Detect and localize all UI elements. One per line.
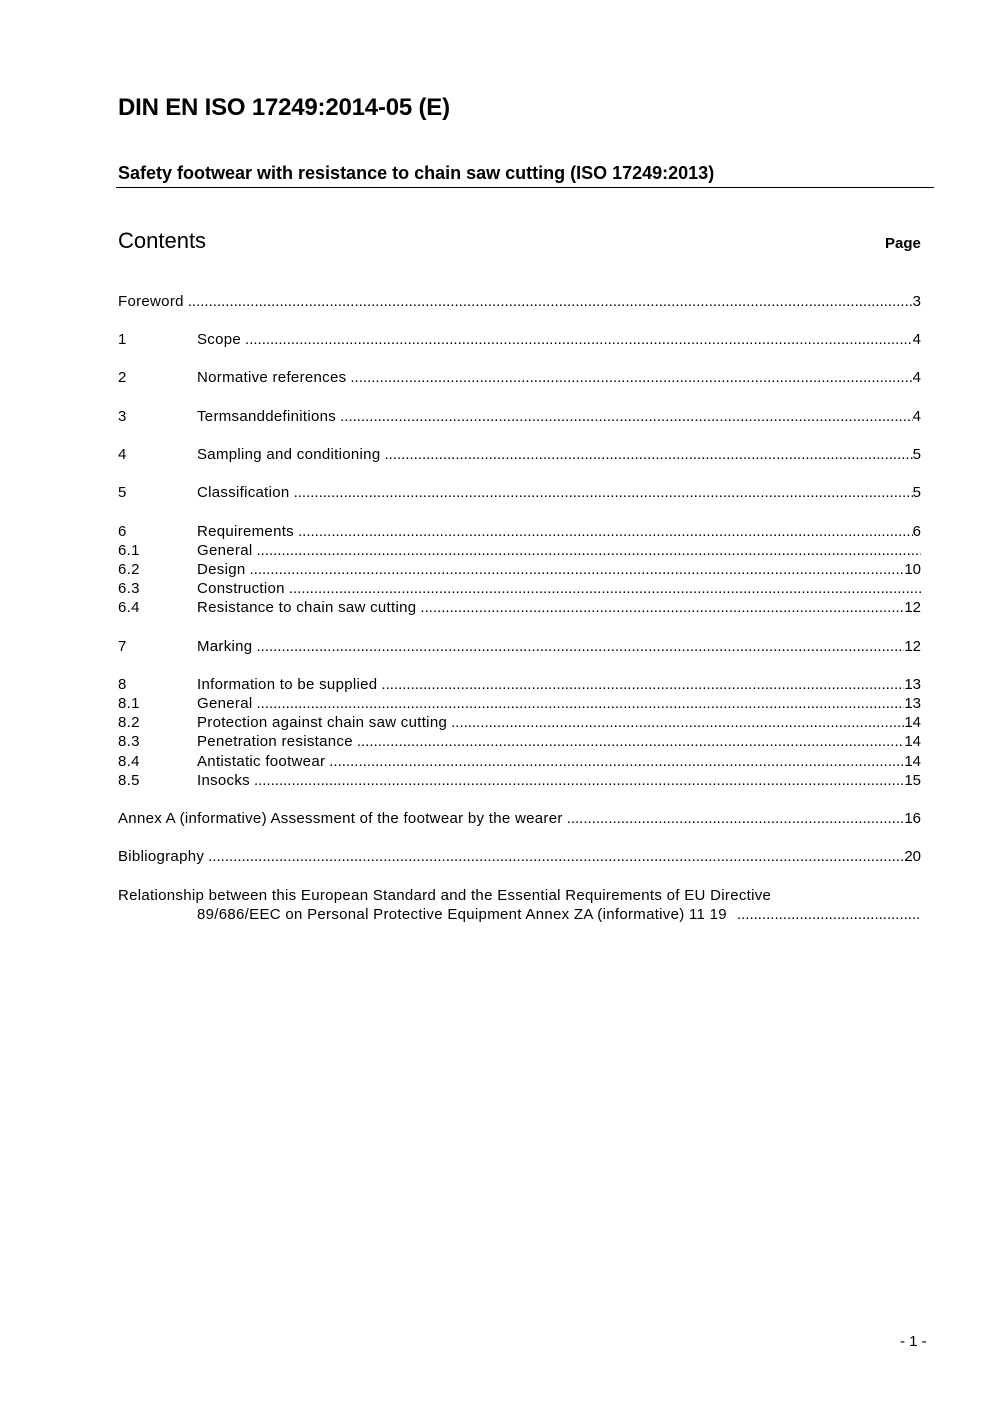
toc-entry-page: 10 bbox=[904, 561, 921, 578]
document-title: DIN EN ISO 17249:2014-05 (E) bbox=[118, 94, 450, 121]
toc-entry[interactable] bbox=[118, 695, 921, 714]
toc-entry-page: 4 bbox=[912, 369, 921, 386]
toc-leader-dots bbox=[256, 638, 904, 655]
toc-entry-label: Sampling and conditioning bbox=[197, 446, 381, 463]
toc-entry-number: 8.5 bbox=[118, 772, 140, 789]
toc-entry-page: 16 bbox=[904, 810, 921, 827]
toc-leader-dots bbox=[737, 906, 921, 923]
relationship-line-1: Relationship between this European Standard and the Essential Requirements of EU Directive bbox=[118, 887, 772, 904]
toc-entry-label: Resistance to chain saw cutting bbox=[197, 599, 417, 616]
toc-entry-number: 5 bbox=[118, 484, 127, 501]
toc-entry[interactable] bbox=[118, 561, 921, 580]
toc-entry-label: Penetration resistance bbox=[197, 733, 353, 750]
toc-entry-label: Design bbox=[197, 561, 246, 578]
toc-entry-number: 8.4 bbox=[118, 753, 140, 770]
toc-entry-number: 3 bbox=[118, 408, 127, 425]
toc-entry-page: 13 bbox=[904, 676, 921, 693]
toc-entry-number: 6.3 bbox=[118, 580, 140, 597]
toc-leader-dots bbox=[420, 599, 904, 616]
toc-entry-number: 2 bbox=[118, 369, 127, 386]
toc-entry-number: 8.2 bbox=[118, 714, 140, 731]
toc-entry-page: 15 bbox=[904, 772, 921, 789]
contents-heading: Contents bbox=[118, 228, 207, 253]
toc-entry-label: General bbox=[197, 542, 253, 559]
toc-entry[interactable] bbox=[118, 810, 921, 829]
relationship-line-2 bbox=[197, 906, 921, 923]
toc-entry-number: 1 bbox=[118, 331, 127, 348]
toc-leader-dots bbox=[256, 695, 904, 712]
toc-entry-number: 7 bbox=[118, 638, 127, 655]
toc-entry[interactable] bbox=[118, 676, 921, 695]
toc-entry-page: 12 bbox=[904, 638, 921, 655]
toc-leader-dots bbox=[329, 753, 904, 770]
toc-entry-page: 12 bbox=[904, 599, 921, 616]
toc-entry-label: Marking bbox=[197, 638, 253, 655]
toc-leader-dots bbox=[298, 523, 913, 540]
toc-entry[interactable] bbox=[118, 638, 921, 657]
toc-leader-dots bbox=[254, 772, 904, 789]
toc-entry-label: Scope bbox=[197, 331, 242, 348]
toc-entry-page: 3 bbox=[912, 293, 921, 310]
toc-leader-dots bbox=[208, 848, 904, 865]
toc-entry-label: Termsanddefinitions bbox=[197, 408, 337, 425]
toc-leader-dots bbox=[294, 484, 913, 501]
toc-entry-page: 14 bbox=[904, 714, 921, 731]
toc-leader-dots bbox=[245, 331, 913, 348]
toc-entry-label: Antistatic footwear bbox=[197, 753, 326, 770]
toc-entry-page: 4 bbox=[912, 331, 921, 348]
toc-entry-page: 14 bbox=[904, 753, 921, 770]
toc-leader-dots bbox=[384, 446, 912, 463]
toc-entry[interactable] bbox=[118, 599, 921, 618]
toc-entry-number: 8 bbox=[118, 676, 127, 693]
toc-leader-dots bbox=[256, 542, 921, 559]
toc-entry-page: 4 bbox=[912, 408, 921, 425]
page-column-heading: Page bbox=[885, 235, 921, 252]
toc-entry[interactable] bbox=[118, 542, 921, 561]
toc-entry-number: 6.4 bbox=[118, 599, 140, 616]
toc-entry-label: Annex A (informative) Assessment of the footwear by the wearer bbox=[118, 810, 563, 827]
toc-leader-dots bbox=[250, 561, 905, 578]
toc-entry[interactable] bbox=[118, 369, 921, 388]
toc-entry[interactable] bbox=[118, 580, 921, 599]
toc-entry-label: Requirements bbox=[197, 523, 294, 540]
toc-entry-page: 20 bbox=[904, 848, 921, 865]
toc-entry-label: Bibliography bbox=[118, 848, 205, 865]
toc-entry-label: Protection against chain saw cutting bbox=[197, 714, 448, 731]
toc-leader-dots bbox=[567, 810, 905, 827]
toc-entry-number: 8.1 bbox=[118, 695, 140, 712]
toc-entry-page: 5 bbox=[912, 484, 921, 501]
toc-entry[interactable] bbox=[118, 331, 921, 350]
toc-entry[interactable] bbox=[118, 293, 921, 312]
toc-entry[interactable] bbox=[118, 484, 921, 503]
toc-entry-number: 8.3 bbox=[118, 733, 140, 750]
toc-entry-label: Construction bbox=[197, 580, 285, 597]
toc-entry-page: 5 bbox=[912, 446, 921, 463]
toc-entry-number: 4 bbox=[118, 446, 127, 463]
toc-entry-label: Classification bbox=[197, 484, 290, 501]
toc-entry[interactable] bbox=[118, 714, 921, 733]
toc-entry[interactable] bbox=[118, 733, 921, 752]
toc-entry[interactable] bbox=[118, 523, 921, 542]
toc-entry-page: 14 bbox=[904, 733, 921, 750]
toc-entry-number: 6.2 bbox=[118, 561, 140, 578]
toc-leader-dots bbox=[289, 580, 921, 597]
toc-entry[interactable] bbox=[118, 408, 921, 427]
toc-leader-dots bbox=[188, 293, 913, 310]
toc-entry-number: 6.1 bbox=[118, 542, 140, 559]
toc-leader-dots bbox=[381, 676, 904, 693]
toc-entry[interactable] bbox=[118, 772, 921, 791]
toc-entry[interactable] bbox=[118, 753, 921, 772]
toc-entry[interactable] bbox=[118, 848, 921, 867]
toc-entry-label: Normative references bbox=[197, 369, 347, 386]
toc-leader-dots bbox=[340, 408, 913, 425]
toc-leader-dots bbox=[451, 714, 904, 731]
toc-entry-label: Foreword bbox=[118, 293, 184, 310]
toc-entry-label: Insocks bbox=[197, 772, 250, 789]
document-subtitle: Safety footwear with resistance to chain saw cutting (ISO 17249:2013) bbox=[118, 163, 715, 183]
toc-entry-number: 6 bbox=[118, 523, 127, 540]
page-number: - 1 - bbox=[900, 1333, 927, 1350]
relationship-line-2-text: 89/686/EEC on Personal Protective Equipment Annex ZA (informative) 11 19 bbox=[197, 906, 727, 923]
toc-entry[interactable] bbox=[118, 446, 921, 465]
toc-leader-dots bbox=[357, 733, 904, 750]
toc-entry-label: Information to be supplied bbox=[197, 676, 378, 693]
toc-leader-dots bbox=[350, 369, 912, 386]
toc-entry-page: 13 bbox=[904, 695, 921, 712]
toc-entry-label: General bbox=[197, 695, 253, 712]
toc-entry-page: 6 bbox=[912, 523, 921, 540]
